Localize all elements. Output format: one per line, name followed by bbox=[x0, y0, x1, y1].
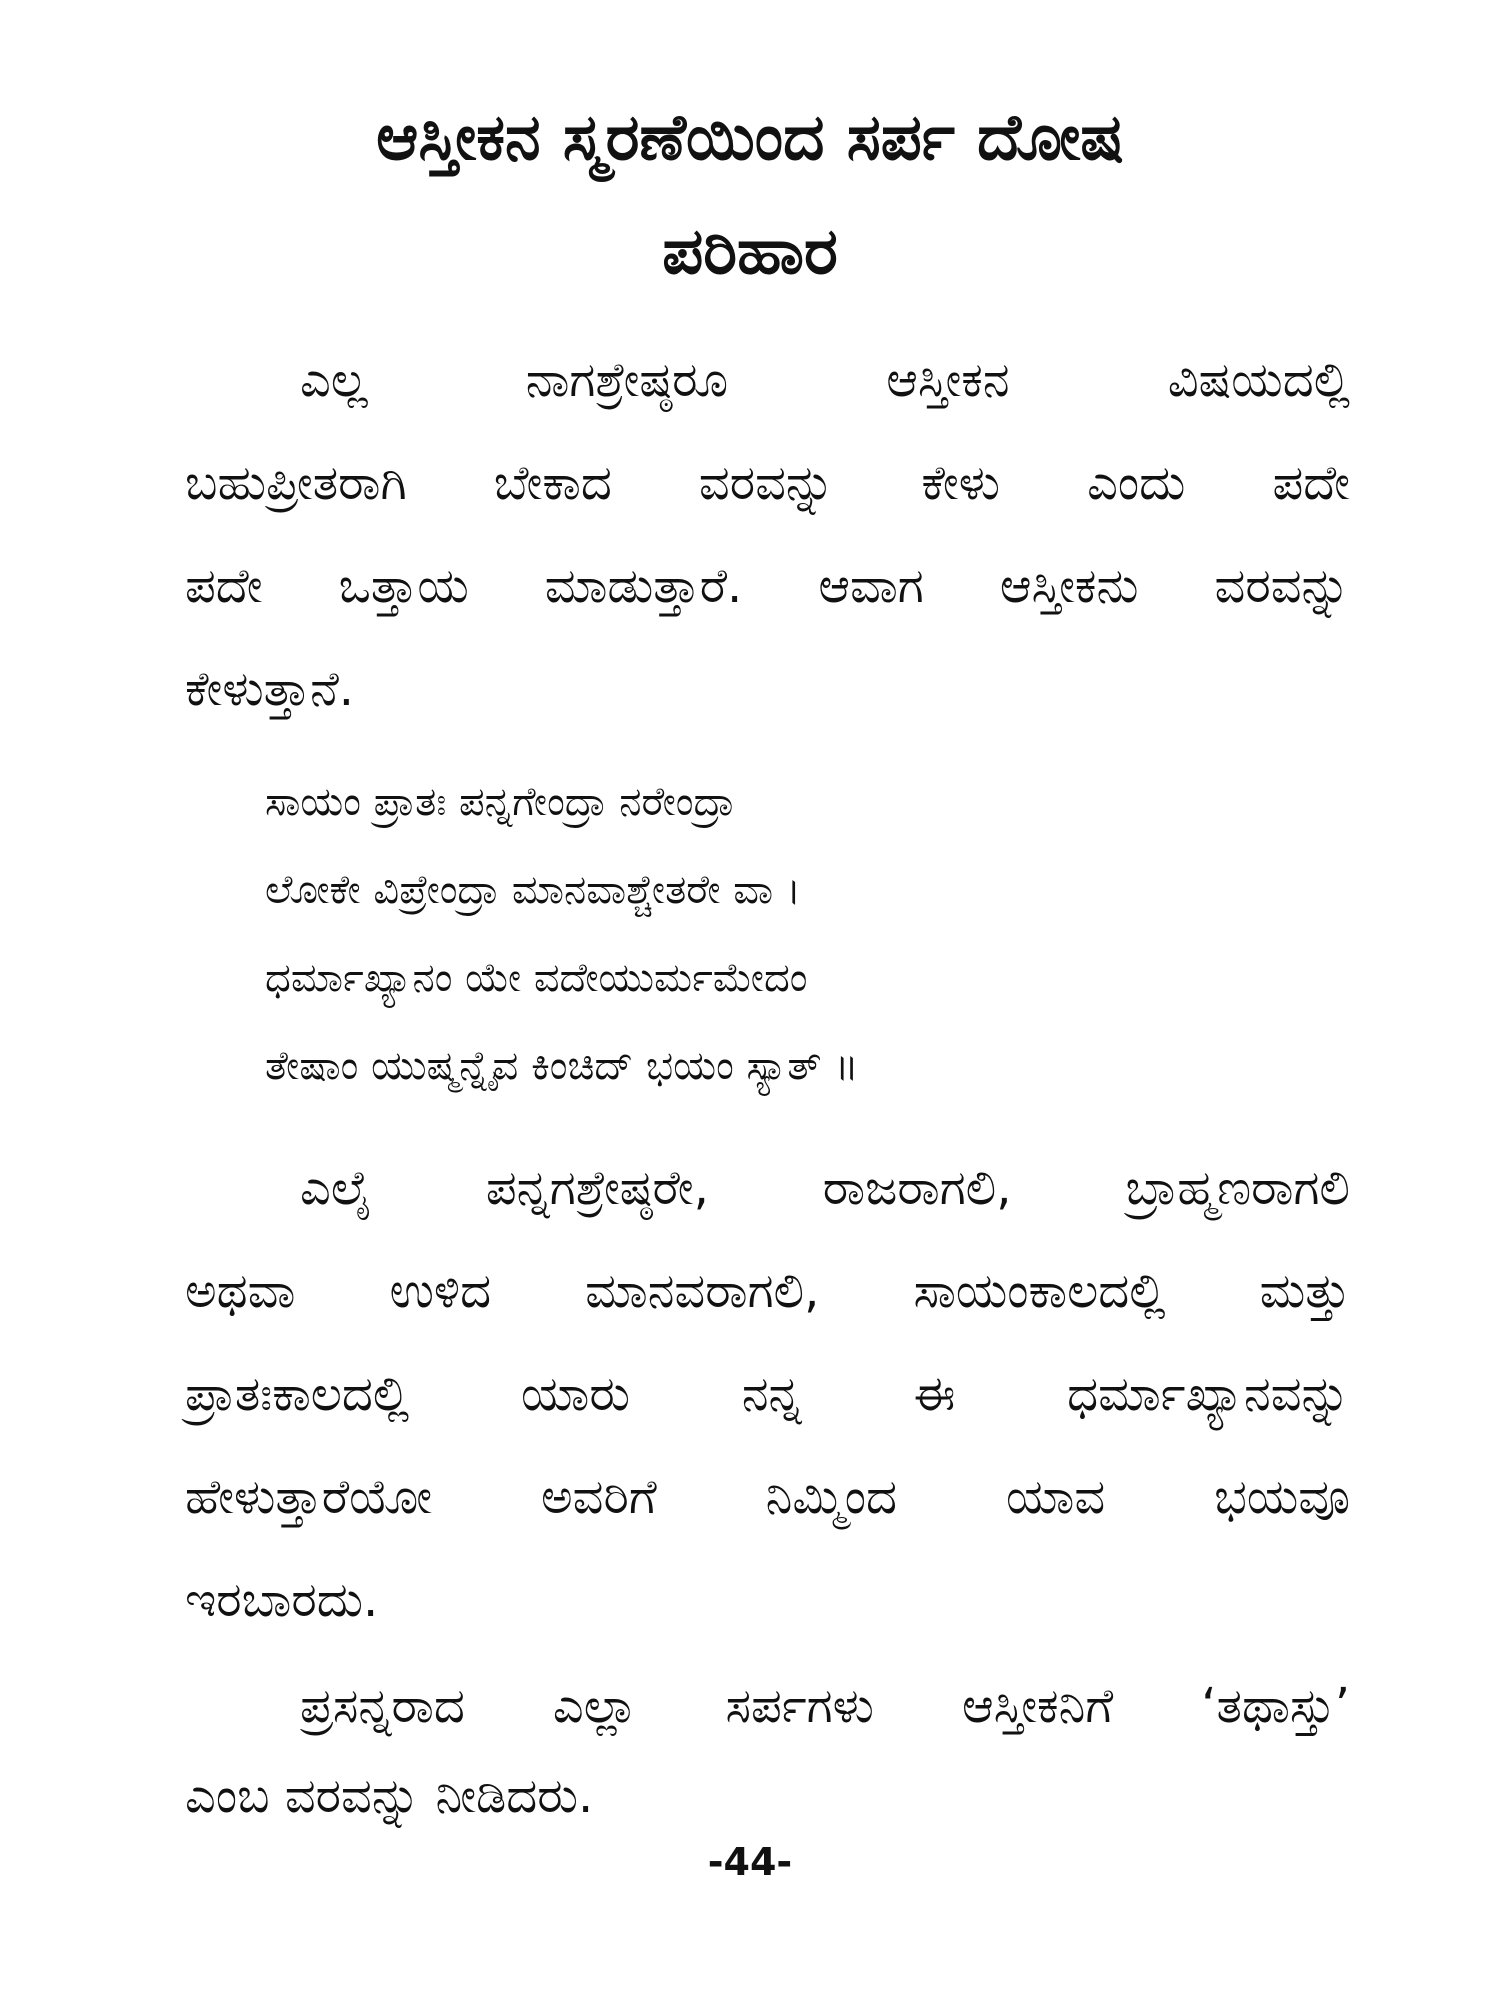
verse-line-2: ಲೋಕೇ ವಿಪ್ರೇಂದ್ರಾ ಮಾನವಾಶ್ಚೇತರೇ ವಾ । bbox=[265, 867, 801, 913]
verse-line-3: ಧರ್ಮಾಖ್ಯಾನಂ ಯೇ ವದೇಯುರ್ಮಮೇದಂ bbox=[265, 955, 808, 1001]
paragraph-1-line-3: ಪದೇ ಒತ್ತಾಯ ಮಾಡುತ್ತಾರೆ. ಆವಾಗ ಆಸ್ತೀಕನು ವರವನ್ನು bbox=[185, 558, 1350, 614]
chapter-title-line-1: ಆಸ್ತೀಕನ ಸ್ಮರಣೆಯಿಂದ ಸರ್ಪ ದೋಷ bbox=[376, 101, 1124, 175]
paragraph-2-line-2: ಅಥವಾ ಉಳಿದ ಮಾನವರಾಗಲಿ, ಸಾಯಂಕಾಲದಲ್ಲಿ ಮತ್ತು bbox=[185, 1263, 1350, 1319]
paragraph-1-line-2: ಬಹುಪ್ರೀತರಾಗಿ ಬೇಕಾದ ವರವನ್ನು ಕೇಳು ಎಂದು ಪದೇ bbox=[185, 455, 1350, 511]
paragraph-3-line-2: ಎಂಬ ವರವನ್ನು ನೀಡಿದರು. bbox=[185, 1768, 594, 1824]
paragraph-1-line-1: ಎಲ್ಲ ನಾಗಶ್ರೇಷ್ಠರೂ ಆಸ್ತೀಕನ ವಿಷಯದಲ್ಲಿ bbox=[300, 352, 1350, 408]
paragraph-3-line-1: ಪ್ರಸನ್ನರಾದ ಎಲ್ಲಾ ಸರ್ಪಗಳು ಆಸ್ತೀಕನಿಗೆ ‘ತಥಾಸ್ತು’ bbox=[300, 1678, 1350, 1734]
paragraph-2-line-1: ಎಲೈ ಪನ್ನಗಶ್ರೇಷ್ಠರೇ, ರಾಜರಾಗಲಿ, ಬ್ರಾಹ್ಮಣರಾಗಲಿ bbox=[300, 1160, 1350, 1216]
paragraph-1-line-4: ಕೇಳುತ್ತಾನೆ. bbox=[185, 661, 355, 717]
paragraph-2-line-3: ಪ್ರಾತಃಕಾಲದಲ್ಲಿ ಯಾರು ನನ್ನ ಈ ಧರ್ಮಾಖ್ಯಾನವನ್ನು bbox=[185, 1366, 1350, 1422]
page-number: -44- bbox=[707, 1840, 793, 1884]
verse-line-1: ಸಾಯಂ ಪ್ರಾತಃ ಪನ್ನಗೇಂದ್ರಾ ನರೇಂದ್ರಾ bbox=[265, 779, 736, 825]
paragraph-2-line-5: ಇರಬಾರದು. bbox=[185, 1572, 379, 1628]
verse-line-4: ತೇಷಾಂ ಯುಷ್ಮನ್ನೈವ ಕಿಂಚಿದ್ ಭಯಂ ಸ್ಯಾತ್ ॥ bbox=[265, 1043, 859, 1089]
chapter-title-line-2: ಪರಿಹಾರ bbox=[662, 215, 838, 289]
paragraph-2-line-4: ಹೇಳುತ್ತಾರೆಯೋ ಅವರಿಗೆ ನಿಮ್ಮಿಂದ ಯಾವ ಭಯವೂ bbox=[185, 1469, 1350, 1525]
